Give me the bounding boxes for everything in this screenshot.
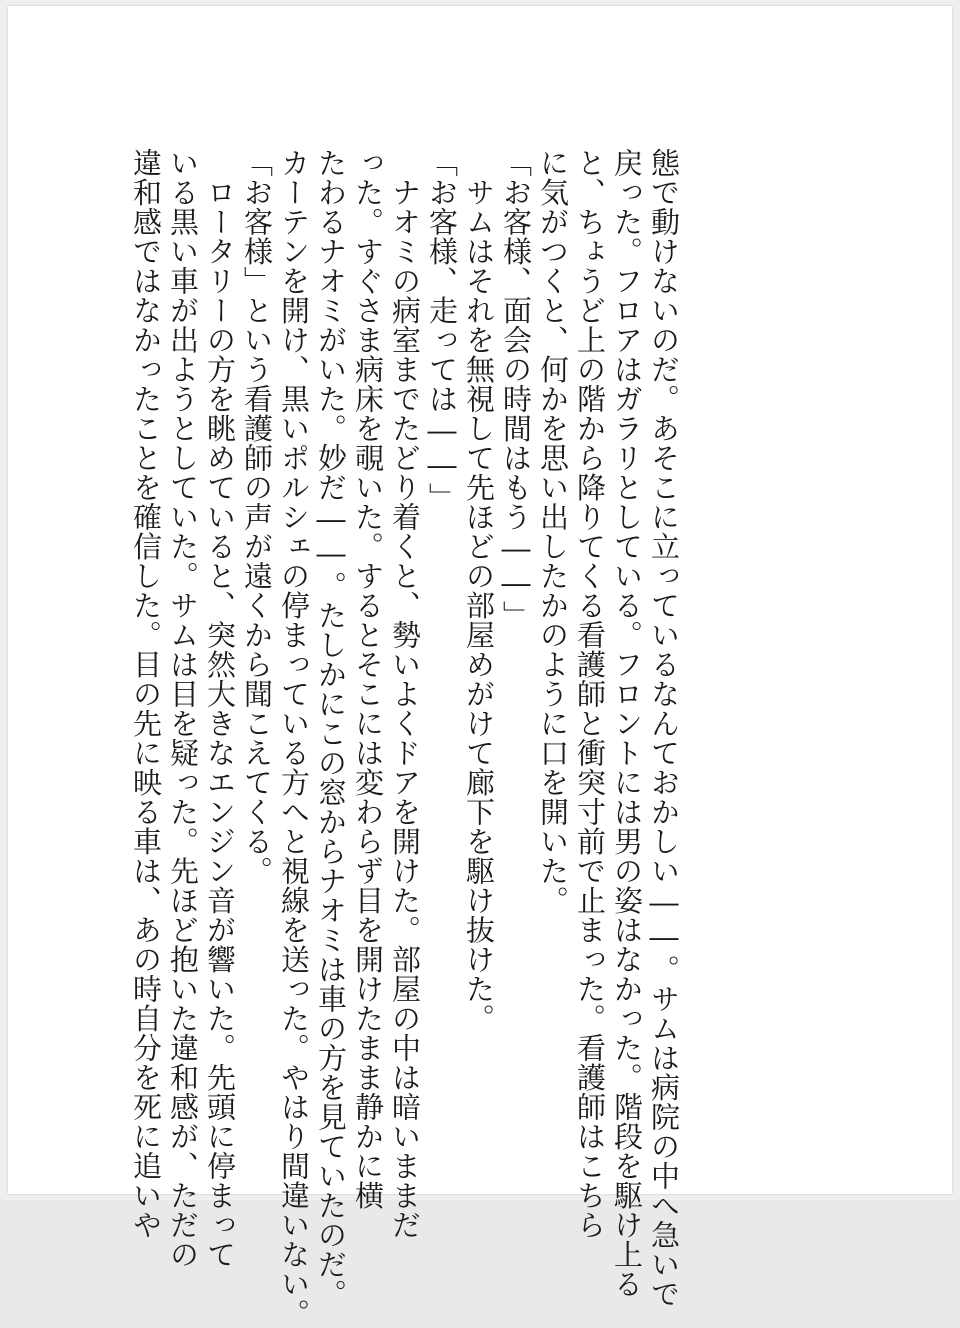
text-line: 「お客様、面会の時間はもう――」 [499, 148, 533, 630]
text-line: ロータリーの方を眺めていると、突然大きなエンジン音が響いた。先頭に停まって [203, 148, 237, 1269]
text-line: いる黒い車が出ようとしていた。サムは目を疑った。先ほど抱いた違和感が、ただの [166, 148, 200, 1269]
text-line: に気がつくと、何かを思い出したかのように口を開いた。 [536, 148, 570, 915]
book-page [8, 6, 952, 1328]
text-line: 戻った。フロアはガラリとしている。フロントには男の姿はなかった。階段を駆け上る [610, 148, 644, 1299]
text-line: 「お客様、走っては――」 [425, 148, 459, 512]
text-line: と、ちょうど上の階から降りてくる看護師と衝突寸前で止まった。看護師はこちら [573, 148, 607, 1240]
text-line: ナオミの病室までたどり着くと、勢いよくドアを開けた。部屋の中は暗いままだ [388, 148, 422, 1240]
text-line: 違和感ではなかったことを確信した。目の先に映る車は、あの時自分を死に追いや [129, 148, 163, 1240]
text-line: った。すぐさま病床を覗いた。するとそこには変わらず目を開けたまま静かに横 [351, 148, 385, 1210]
text-line: カーテンを開け、黒いポルシェの停まっている方へと視線を送った。やはり間違いない。 [277, 148, 311, 1328]
text-line: たわるナオミがいた。妙だ――。たしかにこの窓からナオミは車の方を見ていたのだ。 [314, 148, 348, 1309]
vertical-text-body [127, 148, 682, 1328]
text-line: 「お客様」という看護師の声が遠くから聞こえてくる。 [240, 148, 274, 886]
text-line: 態で動けないのだ。あそこに立っているなんておかしい――。サムは病院の中へ急いで [647, 148, 681, 1309]
text-line: サムはそれを無視して先ほどの部屋めがけて廊下を駆け抜けた。 [462, 148, 496, 1033]
